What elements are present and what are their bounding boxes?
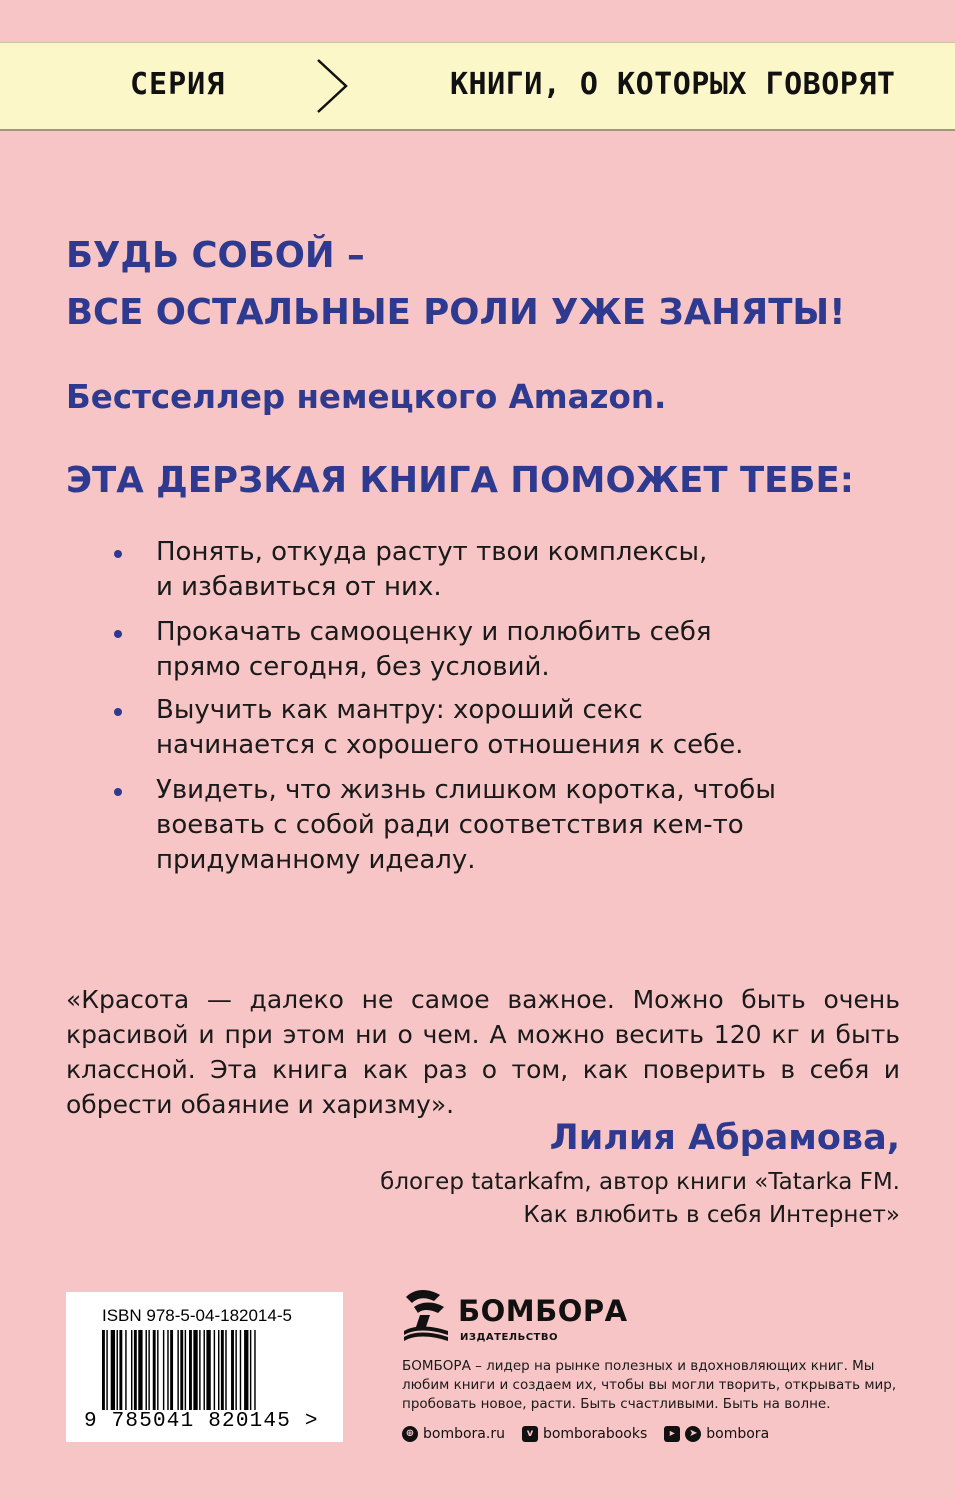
- isbn-barcode-box: [66, 1292, 343, 1442]
- series-label: СЕРИЯ: [130, 67, 226, 102]
- social-link-video[interactable]: [664, 1426, 769, 1442]
- social-label: bombora: [706, 1426, 770, 1442]
- series-band: [0, 42, 955, 131]
- barcode-icon: [102, 1330, 312, 1410]
- benefit-text: Понять, откуда растут твои комплексы,: [156, 537, 708, 567]
- publisher-description: БОМБОРА – лидер на рынке полезных и вдохновляющих книг. Мы любим книги и создаем их, чтобы вы могли творить, открывать мир, пробовать новое, расти. Быть счастливыми. Быть на волне.: [402, 1358, 897, 1412]
- quote-credit-line: Как влюбить в себя Интернет»: [523, 1202, 900, 1228]
- benefit-text: начинается с хорошего отношения к себе.: [156, 730, 744, 760]
- bestseller-note: Бестселлер немецкого Amazon.: [66, 378, 667, 416]
- youtube-icon: ▸: [664, 1426, 680, 1442]
- telegram-icon: ➤: [685, 1426, 701, 1442]
- series-name: КНИГИ, О КОТОРЫХ ГОВОРЯТ: [450, 67, 896, 102]
- bullet-icon: [114, 630, 122, 638]
- benefit-text: придуманному идеалу.: [156, 845, 476, 875]
- quote-credit-line: блогер tatarkafm, автор книги «Tatarka FM.: [380, 1169, 900, 1195]
- benefit-text: Прокачать самооценку и полюбить себя: [156, 617, 712, 647]
- social-link-site[interactable]: [402, 1426, 505, 1442]
- headline: [66, 227, 845, 341]
- social-links: [402, 1424, 786, 1444]
- benefit-item: [156, 615, 936, 685]
- benefit-item: [156, 535, 936, 605]
- benefit-text: воевать с собой ради соответствия кем-то: [156, 810, 744, 840]
- benefit-text: и избавиться от них.: [156, 572, 442, 602]
- bullet-icon: [114, 550, 122, 558]
- bombora-logo-icon: [400, 1287, 452, 1343]
- bullet-icon: [114, 708, 122, 716]
- headline-line-1: БУДЬ СОБОЙ –: [66, 235, 365, 276]
- publisher-name: БОМБОРА: [458, 1294, 628, 1328]
- headline-line-2: ВСЕ ОСТАЛЬНЫЕ РОЛИ УЖЕ ЗАНЯТЫ!: [66, 292, 846, 333]
- benefit-text: прямо сегодня, без условий.: [156, 652, 550, 682]
- benefits-heading: ЭТА ДЕРЗКАЯ КНИГА ПОМОЖЕТ ТЕБЕ:: [66, 460, 854, 501]
- review-quote: «Красота — далеко не самое важное. Можно быть очень красивой и при этом ни о чем. А можно весить 120 кг и быть классной. Эта книга как раз о том, как поверить в себя и обрести обаяние и харизму».: [66, 985, 900, 1119]
- chevron-right-icon: [312, 56, 352, 116]
- bullet-icon: [114, 788, 122, 796]
- benefit-text: Увидеть, что жизнь слишком коротка, чтобы: [156, 775, 776, 805]
- benefit-item: [156, 693, 936, 763]
- benefit-text: Выучить как мантру: хороший секс: [156, 695, 643, 725]
- vk-icon: v: [522, 1426, 538, 1442]
- benefit-item: [156, 773, 936, 878]
- isbn-digits: 9 785041 820145 >: [84, 1410, 319, 1433]
- social-link-vk[interactable]: [522, 1426, 647, 1442]
- globe-icon: ⊕: [402, 1426, 418, 1442]
- social-label: bomborabooks: [542, 1426, 648, 1442]
- quote-author: Лилия Абрамова,: [549, 1118, 900, 1158]
- social-label: bombora.ru: [423, 1426, 505, 1442]
- quote-credit: [380, 1166, 900, 1232]
- publisher-subtitle: ИЗДАТЕЛЬСТВО: [460, 1332, 558, 1343]
- isbn-label: ISBN 978-5-04-182014-5: [102, 1306, 292, 1325]
